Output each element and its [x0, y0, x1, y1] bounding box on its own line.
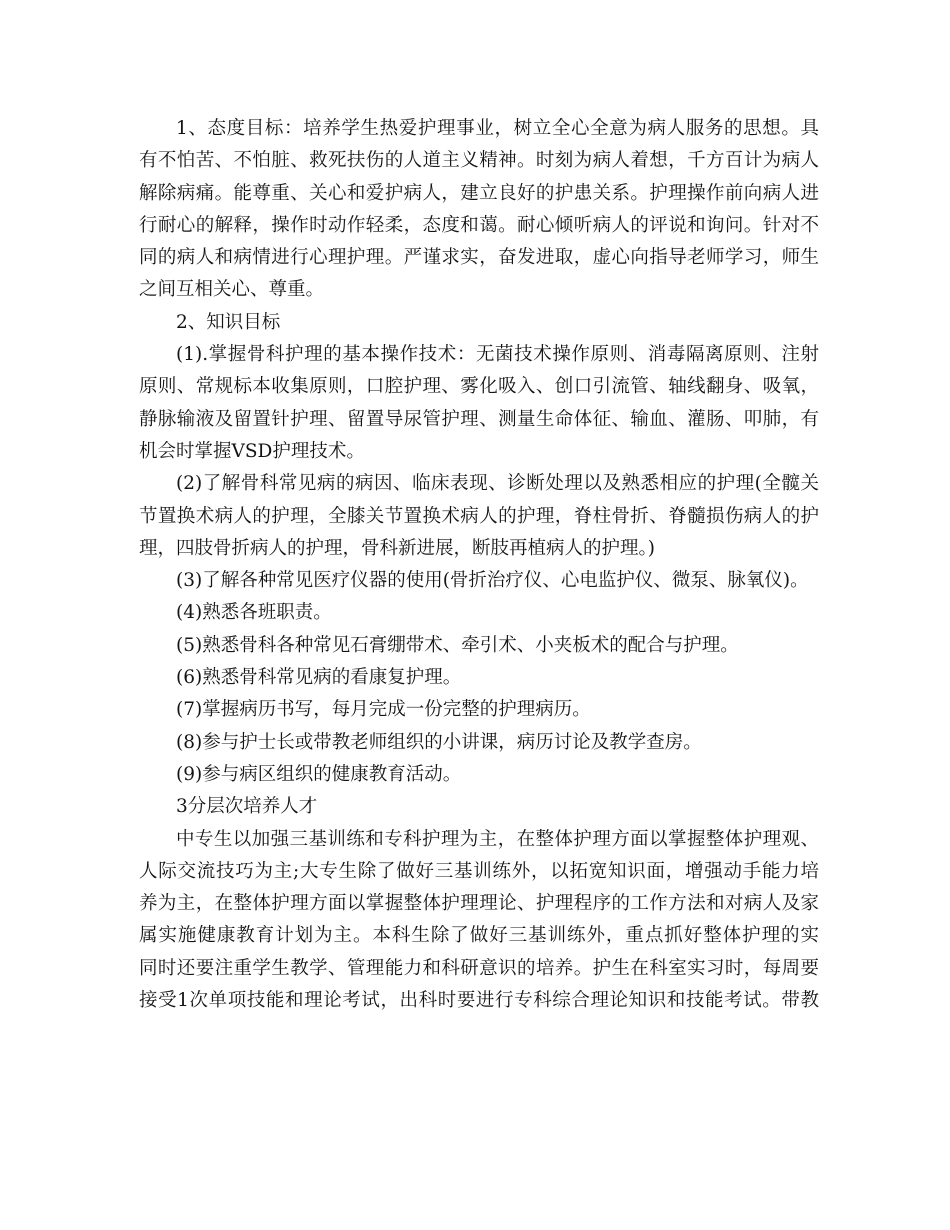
paragraph-line: 中专生以加强三基训练和专科护理为主，在整体护理方面以掌握整体护理观、 [176, 828, 819, 850]
list-item: (3)了解各种常见医疗仪器的使用(骨折治疗仪、心电监护仪、微泵、脉氧仪)。 [176, 570, 809, 592]
paragraph-line: 原则、常规标本收集原则，口腔护理、雾化吸入、创口引流管、轴线翻身、吸氧， [139, 376, 819, 398]
paragraph-line: 有不怕苦、不怕脏、救死扶伤的人道主义精神。时刻为病人着想，千方百计为病人 [139, 150, 819, 172]
paragraph-line: 静脉输液及留置针护理、留置导尿管护理、测量生命体征、输血、灌肠、叩肺，有 [139, 408, 819, 430]
list-item: (8)参与护士长或带教老师组织的小讲课，病历讨论及教学查房。 [176, 731, 702, 753]
list-item: (4)熟悉各班职责。 [176, 602, 332, 624]
paragraph-line: 节置换术病人的护理，全膝关节置换术病人的护理，脊柱骨折、脊髓损伤病人的护 [139, 505, 819, 527]
paragraph-line: 养为主，在整体护理方面以掌握整体护理理论、护理程序的工作方法和对病人及家 [139, 893, 819, 915]
paragraph-line: 1、态度目标：培养学生热爱护理事业，树立全心全意为病人服务的思想。具 [176, 118, 819, 139]
list-item: (5)熟悉骨科各种常见石膏绷带术、牵引术、小夹板术的配合与护理。 [176, 634, 739, 656]
paragraph-line: 之间互相关心、尊重。 [139, 279, 325, 301]
paragraph-line: 解除病痛。能尊重、关心和爱护病人，建立良好的护患关系。护理操作前向病人进 [139, 182, 819, 204]
paragraph-line: (2)了解骨科常见病的病因、临床表现、诊断处理以及熟悉相应的护理(全髋关 [176, 473, 819, 495]
list-item: (7)掌握病历书写，每月完成一份完整的护理病历。 [176, 699, 591, 721]
paragraph-line: 理，四肢骨折病人的护理，骨科新进展，断肢再植病人的护理。) [139, 537, 655, 559]
list-item: (9)参与病区组织的健康教育活动。 [176, 763, 462, 785]
paragraph-line: 人际交流技巧为主;大专生除了做好三基训练外，以拓宽知识面，增强动手能力培 [139, 860, 819, 882]
paragraph-line: 属实施健康教育计划为主。本科生除了做好三基训练外，重点抓好整体护理的实 [139, 925, 819, 947]
paragraph-line: 机会时掌握VSD护理技术。 [139, 440, 365, 462]
paragraph-line: (1).掌握骨科护理的基本操作技术：无菌技术操作原则、消毒隔离原则、注射 [176, 344, 819, 366]
list-item: (6)熟悉骨科常见病的看康复护理。 [176, 667, 462, 689]
paragraph-line: 行耐心的解释，操作时动作轻柔，态度和蔼。耐心倾听病人的评说和询问。针对不 [139, 214, 819, 236]
document-body [139, 113, 819, 1017]
section-heading: 3分层次培养人才 [176, 796, 318, 818]
paragraph-line: 接受1次单项技能和理论考试，出科时要进行专科综合理论知识和技能考试。带教 [139, 990, 819, 1012]
paragraph-line: 同时还要注重学生教学、管理能力和科研意识的培养。护生在科室实习时，每周要 [139, 957, 819, 979]
section-heading: 2、知识目标 [176, 311, 281, 333]
paragraph-line: 同的病人和病情进行心理护理。严谨求实，奋发进取，虚心向指导老师学习，师生 [139, 247, 819, 269]
